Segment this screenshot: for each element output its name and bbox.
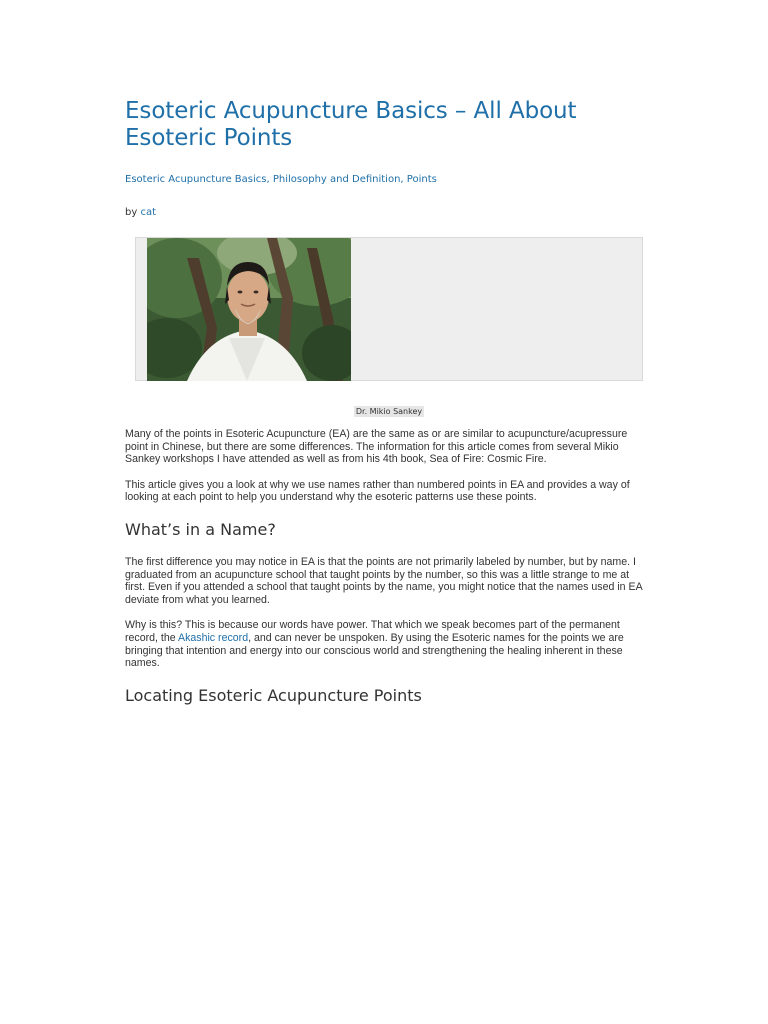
section-heading: What’s in a Name?	[125, 519, 276, 539]
paragraph: The first difference you may notice in EA is that the points are not primarily labeled by number, but by name. I graduated from an acupuncture school that taught points by the number, so this was a little strange to me at first. Even if you attended a school that taught points by the name, you might notice that the names used in EA deviate from what you learned.	[125, 555, 643, 606]
byline	[125, 206, 645, 220]
category-links: Esoteric Acupuncture Basics, Philosophy and Definition, Points	[125, 174, 437, 185]
paragraph: This article gives you a look at why we use names rather than numbered points in EA and provides a way of looking at each point to help you understand why the esoteric patterns use these points.	[125, 478, 630, 504]
author-link[interactable]: cat	[140, 207, 156, 218]
akashic-record-link[interactable]: Akashic record	[178, 631, 249, 644]
article	[125, 98, 645, 705]
category-link-points[interactable]: Points	[406, 174, 437, 185]
byline-prefix: by	[125, 207, 138, 218]
article-body	[125, 428, 645, 722]
image-caption: Dr. Mikio Sankey	[355, 407, 423, 416]
paragraph: Many of the points in Esoteric Acupuncture (EA) are the same as or are similar to acupuncture/acupressure point in Chinese, but there are some differences. The information for this article comes from several Mikio Sankey workshops I have attended as well as from his 4th book, Sea of Fire: Cosmic Fire.	[125, 428, 628, 466]
category-link-basics[interactable]: Esoteric Acupuncture Basics	[125, 174, 267, 185]
paragraph: Why is this? This is because our words have power. That which we speak becomes part of the permanent record, the Akashic record, and can never be unspoken. By using the Esoteric names for the points we are bringing that intention and energy into our conscious world and strengthening the healing inherent in these names.	[125, 619, 624, 670]
section-heading: Locating Esoteric Acupuncture Points	[125, 685, 422, 705]
page-title: Esoteric Acupuncture Basics – All About Esoteric Points	[125, 98, 577, 151]
image-frame	[135, 237, 643, 381]
category-link-philosophy[interactable]: Philosophy and Definition	[272, 174, 401, 185]
portrait-photo	[147, 238, 351, 381]
